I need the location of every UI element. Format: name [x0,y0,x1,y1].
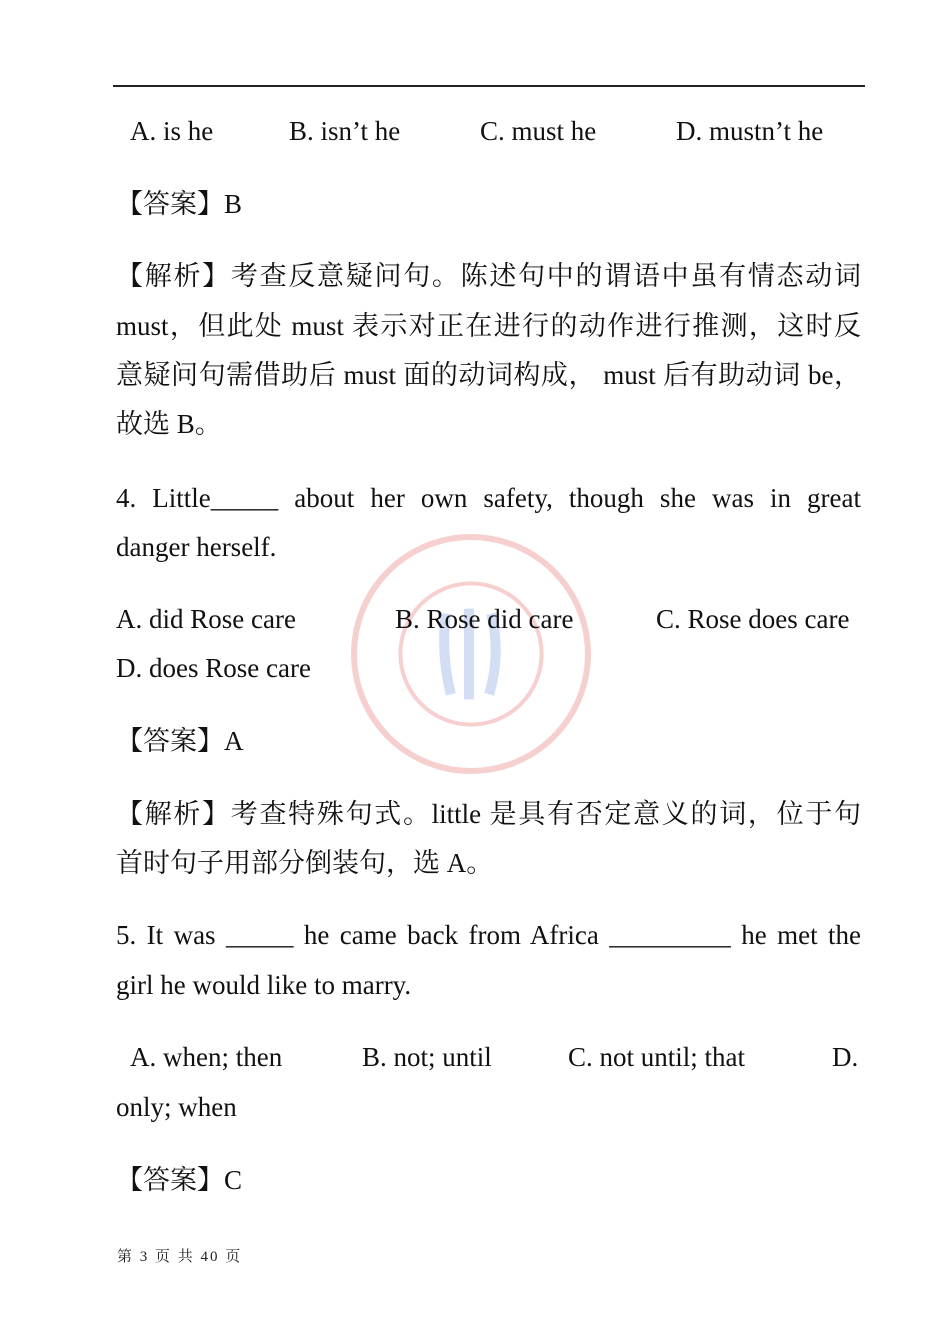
q3-analysis-line-2: must，但此处 must 表示对正在进行的动作进行推测，这时反 [116,311,861,341]
q4-answer: 【答案】A [116,726,244,756]
q4-option-c: C. Rose does care [656,604,850,634]
q4-analysis-line-1: 【解析】考查特殊句式。little 是具有否定意义的词，位于句 [116,799,861,829]
page-number-footer: 第 3 页 共 40 页 [117,1249,243,1265]
q5-question-line-1: 5. It was _____ he came back from Africa _________ he met the [116,920,861,950]
q3-option-b: B. isn’t he [289,116,401,146]
q3-option-d: D. mustn’t he [676,116,824,146]
q4-question-line-1: 4. Little_____ about her own safety, though she was in great [116,483,861,513]
q3-analysis-line-4: 故选 B。 [116,409,222,439]
q4-question-line-2: danger herself. [116,532,277,562]
q5-option-d-label: D. [832,1042,859,1072]
q4-option-b: B. Rose did care [395,604,574,634]
q4-option-a: A. did Rose care [116,604,296,634]
q5-answer: 【答案】C [116,1165,243,1195]
q3-option-c: C. must he [480,116,597,146]
q5-question-line-2: girl he would like to marry. [116,970,412,1000]
q5-option-d-text: only; when [116,1092,237,1122]
q4-analysis-line-2: 首时句子用部分倒装句，选 A。 [116,848,494,878]
watermark-seal [350,533,592,775]
q3-option-a: A. is he [130,116,214,146]
q5-option-a: A. when; then [130,1042,283,1072]
q5-option-b: B. not; until [362,1042,492,1072]
q5-option-c: C. not until; that [568,1042,746,1072]
q3-answer: 【答案】B [116,189,243,219]
q4-option-d: D. does Rose care [116,653,311,683]
header-rule [113,85,865,87]
q3-analysis-line-3: 意疑问句需借助后 must 面的动词构成， must 后有助动词 be， [116,360,861,390]
q3-analysis-line-1: 【解析】考查反意疑问句。陈述句中的谓语中虽有情态动词 [116,261,861,291]
